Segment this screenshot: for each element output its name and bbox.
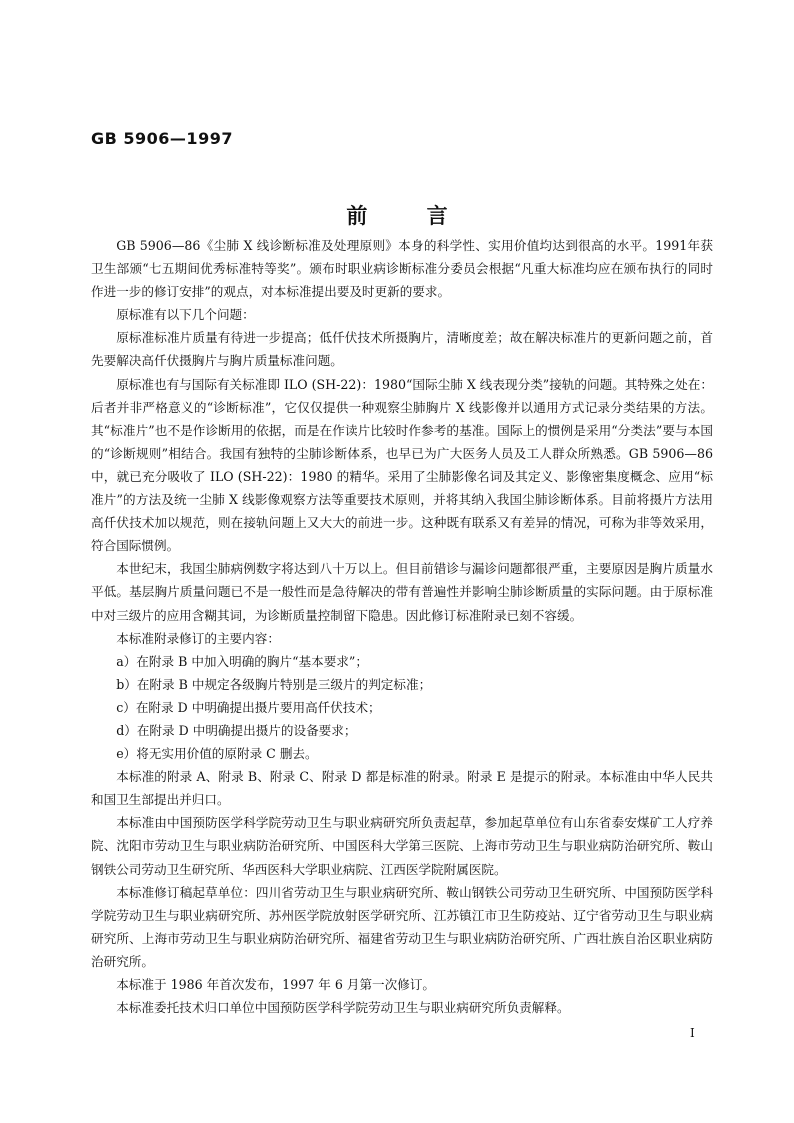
paragraph: 本标准的附录 A、附录 B、附录 C、附录 D 都是标准的附录。附录 E 是提示的附录。本标准由中华人民共和国卫生部提出并归口。 (91, 769, 713, 808)
page-title: 前 言 (346, 203, 474, 228)
list-item: c）在附录 D 中明确提出摄片要用高仟伏技术； (116, 699, 381, 715)
paragraph: 本标准委托技术归口单位中国预防医学科学院劳动卫生与职业病研究所负责解释。 (116, 1000, 570, 1016)
list-item: e）将无实用价值的原附录 C 删去。 (116, 746, 318, 762)
list-item: a）在附录 B 中加入明确的胸片“基本要求”； (116, 653, 368, 669)
list-item: d）在附录 D 中明确提出摄片的设备要求； (116, 722, 357, 738)
paragraph: 原标准有以下几个问题： (116, 307, 255, 323)
paragraph: 本标准附录修订的主要内容： (116, 630, 280, 646)
paragraph: 本标准修订稿起草单位：四川省劳动卫生与职业病研究所、鞍山钢铁公司劳动卫生研究所、中国预防医学科学院劳动卫生与职业病研究所、苏州医学院放射医学研究所、江苏镇江市卫生防疫站、辽宁省劳动卫生与职业病研究所、上海市劳动卫生与职业病防治研究所、福建省劳动卫生与职业病防治研究所、广西壮族自治区职业病防治研究所。 (91, 884, 713, 969)
paragraph: GB 5906—86《尘肺 X 线诊断标准及处理原则》本身的科学性、实用价值均达到很高的水平。1991年获卫生部颁“七五期间优秀标准特等奖”。颁布时职业病诊断标准分委员会根据“凡重大标准均应在颁布执行的同时作进一步的修订安排”的观点，对本标准提出要及时更新的要求。 (91, 238, 713, 300)
paragraph: 本标准于 1986 年首次发布，1997 年 6 月第一次修订。 (116, 977, 436, 992)
paragraph: 原标准标准片质量有待进一步提高；低仟伏技术所摄胸片，清晰度差；故在解决标准片的更新问题之前，首先要解决高仟伏摄胸片与胸片质量标准问题。 (91, 330, 713, 369)
paragraph: 原标准也有与国际有关标准即 ILO (SH-22)：1980“国际尘肺 X 线表现分类”接轨的问题。其特殊之处在：后者并非严格意义的“诊断标准”，它仅仅提供一种观察尘肺胸片 X 线影像并以通用方式记录分类结果的方法。其“标准片”也不是作诊断用的依据，而是在作读片比较时作参考的基准。国际上的惯例是采用“分类法”要与本国的“诊断规则”相结合。我国有独特的尘肺诊断体系，也早已为广大医务人员及工人群众所熟悉。GB 5906—86 中，就已充分吸收了 ILO (SH-22)：1980 的精华。采用了尘肺影像名词及其定义、影像密集度概念、应用“标准片”的方法及统一尘肺 X 线影像观察方法等重要技术原则，并将其纳入我国尘肺诊断体系。目前将摄片方法用高仟伏技术加以规范，则在接轨问题上又大大的前进一步。这种既有联系又有差异的情况，可称为非等效采用，符合国际惯例。 (91, 376, 713, 554)
foreword-body (91, 234, 713, 1019)
page-number: I (690, 1026, 695, 1040)
list-item: b）在附录 B 中规定各级胸片特别是三级片的判定标准； (116, 676, 432, 692)
paragraph: 本标准由中国预防医学科学院劳动卫生与职业病研究所负责起草，参加起草单位有山东省泰安煤矿工人疗养院、沈阳市劳动卫生与职业病防治研究所、中国医科大学第三医院、上海市劳动卫生与职业病防治研究所、鞍山钢铁公司劳动卫生研究所、华西医科大学职业病院、江西医学院附属医院。 (91, 815, 713, 877)
standard-code: GB 5906—1997 (91, 129, 233, 148)
paragraph: 本世纪末，我国尘肺病例数字将达到八十万以上。但目前错诊与漏诊问题都很严重，主要原因是胸片质量水平低。基层胸片质量问题已不是一般性而是急待解决的带有普遍性并影响尘肺诊断质量的实际问题。由于原标准中对三级片的应用含糊其词，为诊断质量控制留下隐患。因此修订标准附录已刻不容缓。 (91, 561, 713, 623)
